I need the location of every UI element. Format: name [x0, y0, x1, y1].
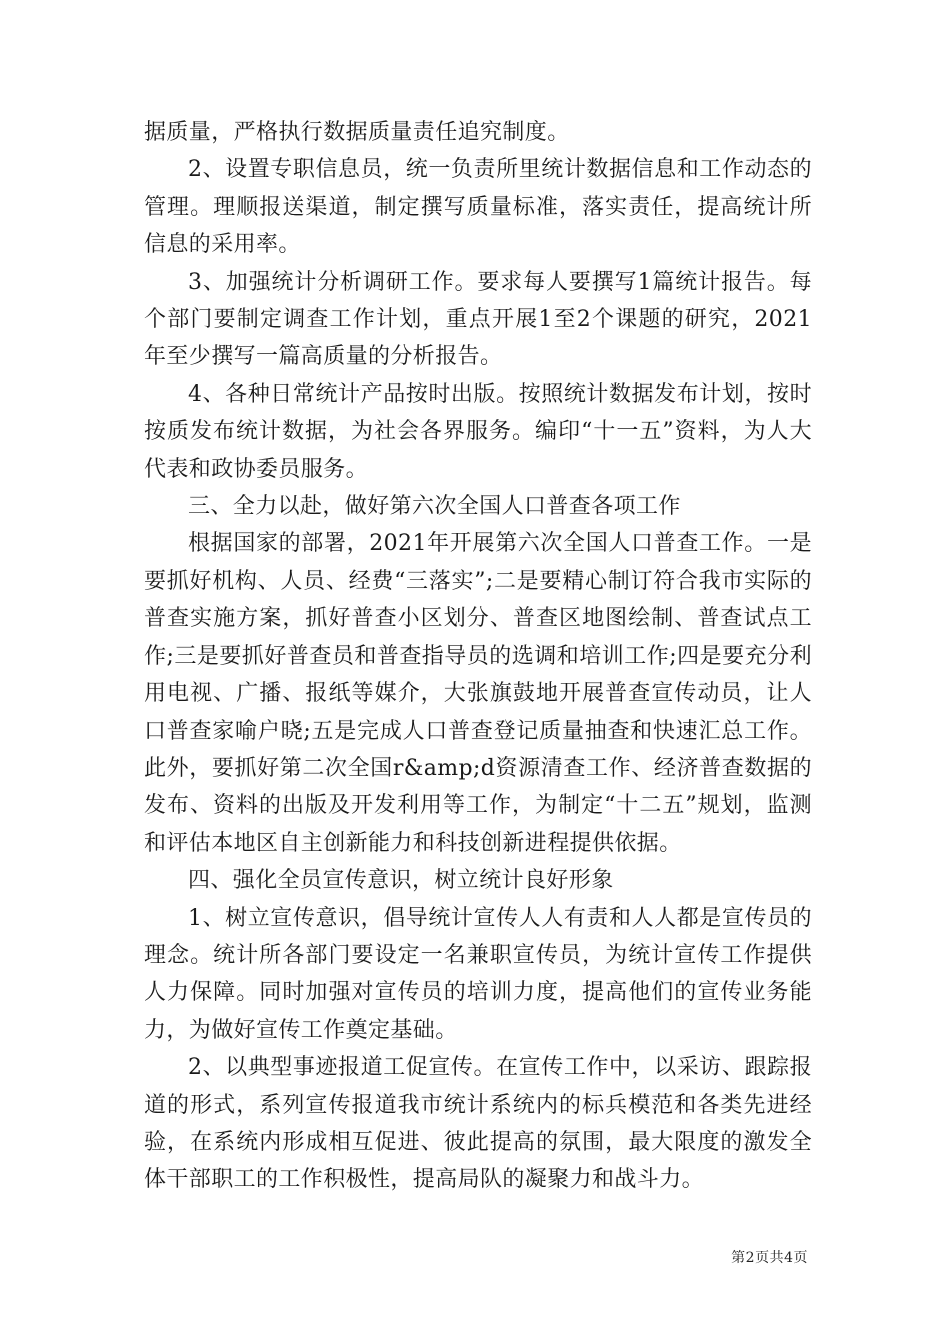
paragraph-item-3: 3、加强统计分析调研工作。要求每人要撰写1篇统计报告。每个部门要制定调查工作计划，重点开展1至2个课题的研究，2021年至少撰写一篇高质量的分析报告。: [144, 269, 812, 370]
paragraph-continuation: 据质量，严格执行数据质量责任追究制度。: [144, 120, 570, 145]
section-heading-3: 三、全力以赴，做好第六次全国人口普查各项工作: [188, 494, 681, 520]
paragraph-item-2: 2、设置专职信息员，统一负责所里统计数据信息和工作动态的管理。理顺报送渠道，制定撰写质量标准，落实责任，提高统计所信息的采用率。: [144, 157, 812, 258]
paragraph-item-4: 4、各种日常统计产品按时出版。按照统计数据发布计划，按时按质发布统计数据，为社会各界服务。编印“十一五”资料，为人大代表和政协委员服务。: [144, 381, 812, 482]
paragraph-publicity-1: 1、树立宣传意识，倡导统计宣传人人有责和人人都是宣传员的理念。统计所各部门要设定一名兼职宣传员，为统计宣传工作提供人力保障。同时加强对宣传员的培训力度，提高他们的宣传业务能力，为做好宣传工作奠定基础。: [144, 905, 812, 1043]
document-body: [144, 114, 812, 1199]
paragraph-census: 根据国家的部署，2021年开展第六次全国人口普查工作。一是要抓好机构、人员、经费“三落实”;二是要精心制订符合我市实际的普查实施方案，抓好普查小区划分、普查区地图绘制、普查试点工作;三是要抓好普查员和普查指导员的选调和培训工作;四是要充分利用电视、广播、报纸等媒介，大张旗鼓地开展普查宣传动员，让人口普查家喻户晓;五是完成人口普查登记质量抽查和快速汇总工作。此外，要抓好第二次全国r&amp;d资源清查工作、经济普查数据的发布、资料的出版及开发利用等工作，为制定“十二五”规划，监测和评估本地区自主创新能力和科技创新进程提供依据。: [144, 531, 812, 856]
page-number: 第2页共4页: [731, 1250, 808, 1266]
paragraph-publicity-2: 2、以典型事迹报道工促宣传。在宣传工作中，以采访、跟踪报道的形式，系列宣传报道我市统计系统内的标兵模范和各类先进经验，在系统内形成相互促进、彼此提高的氛围，最大限度的激发全体干部职工的工作积极性，提高局队的凝聚力和战斗力。: [144, 1055, 812, 1193]
section-heading-4: 四、强化全员宣传意识，树立统计良好形象: [188, 868, 614, 894]
